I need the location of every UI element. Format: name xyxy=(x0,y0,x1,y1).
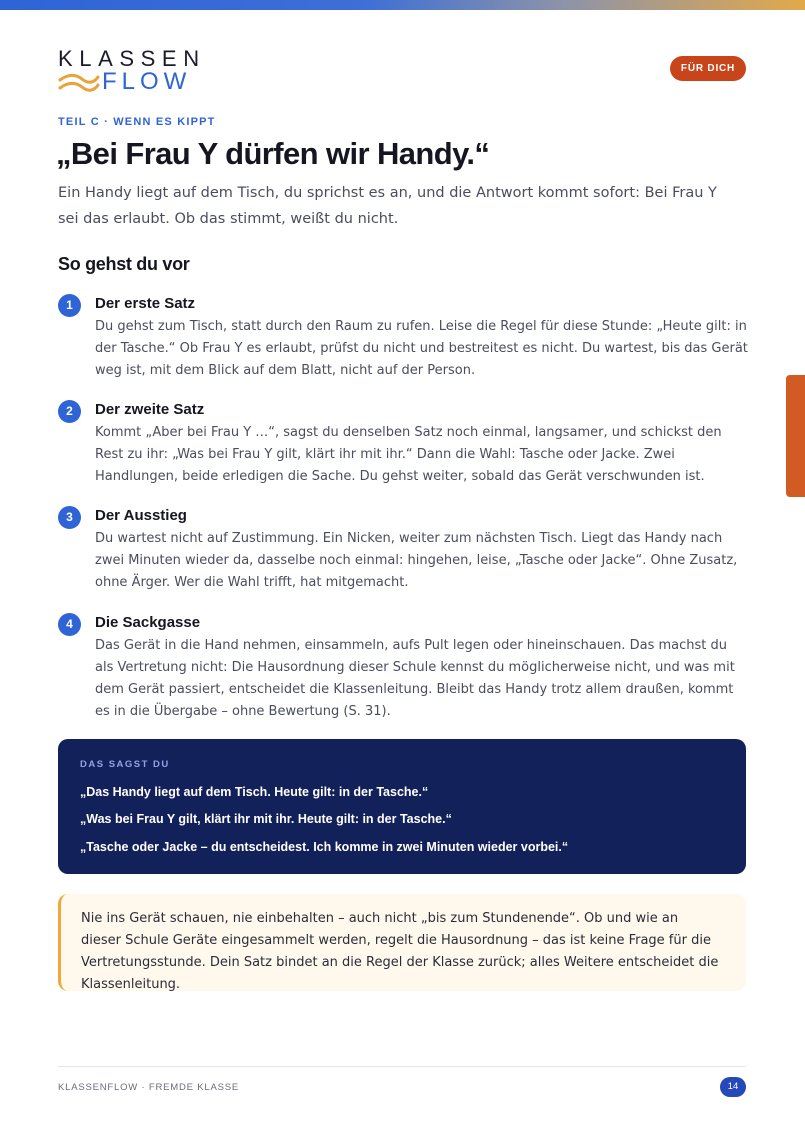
step-text: Kommt „Aber bei Frau Y …“, sagst du denselben Satz noch einmal, langsamer, und schickst den Rest zu ihr: „Was bei Frau Y gilt, klärt ihr mit ihr.“ Dann die Wahl: Tasche oder Jacke. Zwei Handlungen, beide erledigen die Sache. Du gehst weiter, sobald das Gerät verschwunden ist. xyxy=(95,425,722,484)
script-phrase: „Tasche oder Jacke – du entscheidest. Ich komme in zwei Minuten wieder vorbei.“ xyxy=(80,840,569,854)
section-eyebrow: TEIL C · WENN ES KIPPT xyxy=(58,116,216,128)
page-number-badge: 14 xyxy=(720,1077,746,1097)
section-side-tab xyxy=(786,375,805,497)
step-number-badge: 1 xyxy=(58,294,81,317)
intro-paragraph: Ein Handy liegt auf dem Tisch, du sprichst es an, und die Antwort kommt sofort: Bei Frau Y sei das erlaubt. Ob das stimmt, weißt du nicht. xyxy=(58,185,717,227)
page-title: „Bei Frau Y dürfen wir Handy.“ xyxy=(56,136,490,171)
script-box-label: DAS SAGST DU xyxy=(80,759,170,770)
waves-icon xyxy=(58,72,100,94)
step-text: Du gehst zum Tisch, statt durch den Raum zu rufen. Leise die Regel für diese Stunde: „Heute gilt: in der Tasche.“ Ob Frau Y es erlaubt, prüfst du nicht und bestreitest es nicht. Du wartest, bis das Gerät weg ist, mit dem Blick auf dem Blatt, nicht auf der Person. xyxy=(95,319,748,378)
warning-note-text: Nie ins Gerät schauen, nie einbehalten – auch nicht „bis zum Stundenende“. Ob und wie an dieser Schule Geräte eingesammelt werden, regelt die Hausordnung – das ist keine Frage für die Vertretungsstunde. Dein Satz bindet an die Regel der Klasse zurück; alles Weitere entscheidet die Klassenleitung. xyxy=(81,911,719,992)
step-title: Der zweite Satz xyxy=(95,401,205,418)
step-title: Die Sackgasse xyxy=(95,614,201,631)
klassenflow-logo xyxy=(58,46,206,96)
script-phrase: „Das Handy liegt auf dem Tisch. Heute gilt: in der Tasche.“ xyxy=(80,785,429,799)
step-text: Du wartest nicht auf Zustimmung. Ein Nicken, weiter zum nächsten Tisch. Liegt das Handy nach zwei Minuten wieder da, dasselbe noch einmal: hingehen, leise, „Tasche oder Jacke“. Ohne Zusatz, ohne Ärger. Wer die Wahl trifft, hat mitgemacht. xyxy=(95,531,738,590)
top-gradient-bar xyxy=(0,0,805,10)
logo-wordmark-bottom: FLOW xyxy=(102,68,192,95)
script-phrases-box xyxy=(58,739,746,874)
footer-running-title: KLASSENFLOW · FREMDE KLASSE xyxy=(58,1082,240,1093)
audience-badge: FÜR DICH xyxy=(670,56,746,81)
step-number-badge: 4 xyxy=(58,613,81,636)
step-text: Das Gerät in die Hand nehmen, einsammeln, aufs Pult legen oder hineinschauen. Das machst du als Vertretung nicht: Die Hausordnung dieser Schule kennst du möglicherweise nicht, und was mit dem Gerät passiert, entscheidet die Klassenleitung. Bleibt das Handy trotz allem draußen, kommt es in die Übergabe – ohne Bewertung (S. 31). xyxy=(95,638,735,719)
step-number-badge: 2 xyxy=(58,400,81,423)
footer-divider xyxy=(58,1066,746,1067)
step-title: Der erste Satz xyxy=(95,295,196,312)
script-phrase: „Was bei Frau Y gilt, klärt ihr mit ihr. Heute gilt: in der Tasche.“ xyxy=(80,812,452,826)
step-number-badge: 3 xyxy=(58,506,81,529)
steps-heading: So gehst du vor xyxy=(58,254,190,274)
step-title: Der Ausstieg xyxy=(95,507,187,524)
logo-wordmark-top: KLASSEN xyxy=(58,46,206,71)
warning-note-box xyxy=(58,894,746,991)
